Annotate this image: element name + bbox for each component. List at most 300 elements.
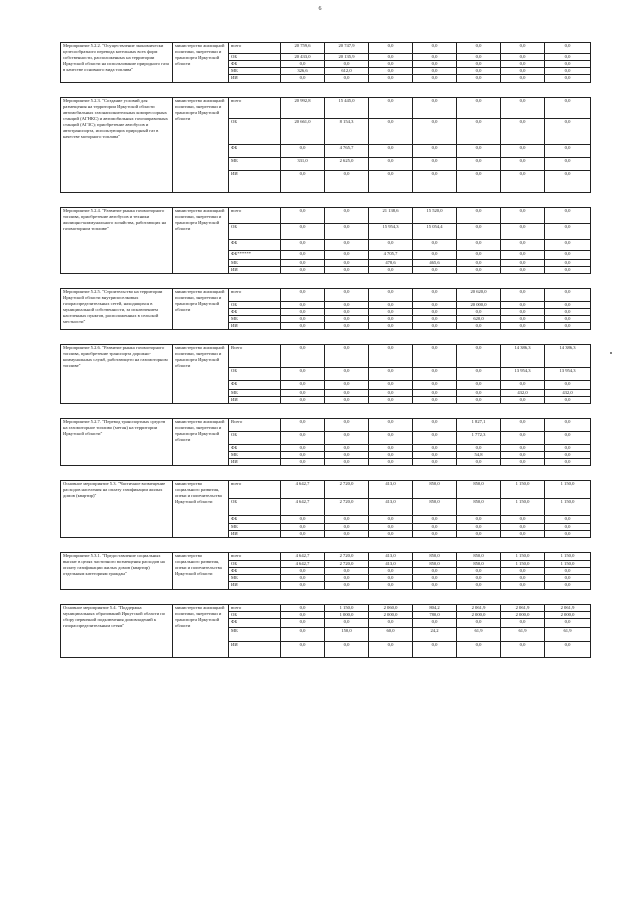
table-row	[61, 552, 591, 560]
spacer-cell	[545, 537, 591, 552]
amount-cell: 0,0	[369, 515, 413, 523]
amount-cell: 0,0	[545, 61, 591, 68]
spacer-cell	[325, 465, 369, 480]
spacer-cell	[173, 465, 229, 480]
amount-cell: 0,0	[457, 396, 501, 403]
spacer-cell	[501, 329, 545, 344]
amount-cell: 413,0	[369, 552, 413, 560]
amount-cell: 0,0	[325, 458, 369, 465]
amount-cell: 0,0	[281, 145, 325, 158]
spacer-cell	[173, 273, 229, 288]
amount-cell: 0,0	[413, 315, 457, 322]
spacer-cell	[61, 273, 173, 288]
spacer-cell	[545, 193, 591, 208]
amount-cell: 0,0	[413, 119, 457, 145]
amount-cell: 0,0	[325, 380, 369, 389]
amount-cell: 13 954,3	[545, 367, 591, 380]
amount-cell: 0,0	[413, 418, 457, 431]
amount-cell: 15 054,4	[413, 224, 457, 240]
spacer-cell	[61, 537, 173, 552]
spacer-cell	[61, 329, 173, 344]
amount-cell: 0,0	[545, 224, 591, 240]
table-row	[61, 480, 591, 498]
amount-cell: 0,0	[545, 266, 591, 273]
amount-cell: 0,0	[369, 581, 413, 589]
amount-cell: 0,0	[325, 530, 369, 537]
spacer-cell	[457, 329, 501, 344]
funding-source: всего	[229, 480, 281, 498]
amount-cell: 0,0	[457, 458, 501, 465]
amount-cell: 0,0	[325, 444, 369, 451]
spacer-cell	[325, 273, 369, 288]
amount-cell: 0,0	[281, 301, 325, 308]
amount-cell: 0,0	[413, 288, 457, 301]
amount-cell: 413,0	[369, 560, 413, 567]
amount-cell: 0,0	[325, 618, 369, 627]
amount-cell: 0,0	[281, 266, 325, 273]
funding-source: ФБ	[229, 567, 281, 574]
group-spacer	[61, 589, 591, 604]
amount-cell: 0,0	[501, 618, 545, 627]
page-number: 6	[318, 6, 322, 12]
spacer-cell	[229, 537, 281, 552]
amount-cell: 0,0	[457, 515, 501, 523]
spacer-cell	[413, 537, 457, 552]
amount-cell: 0,0	[413, 641, 457, 657]
table-row	[61, 418, 591, 431]
amount-cell: 0,0	[281, 574, 325, 581]
amount-cell: 0,0	[457, 641, 501, 657]
amount-cell: 0,0	[413, 515, 457, 523]
amount-cell: 0,0	[281, 344, 325, 367]
spacer-cell	[457, 193, 501, 208]
executor-name: министерство жилищной политики, энергетики и транспорта Иркутской области	[173, 98, 229, 193]
funding-source: МБ	[229, 574, 281, 581]
amount-cell: 0,0	[413, 68, 457, 75]
amount-cell: 0,0	[413, 158, 457, 171]
funding-source: Всего	[229, 344, 281, 367]
amount-cell: 0,0	[369, 389, 413, 396]
funding-source: всего	[229, 604, 281, 611]
amount-cell: 0,0	[281, 224, 325, 240]
amount-cell: 620,0	[457, 315, 501, 322]
spacer-cell	[545, 273, 591, 288]
spacer-cell	[229, 273, 281, 288]
amount-cell: 54,8	[457, 451, 501, 458]
spacer-cell	[369, 465, 413, 480]
amount-cell: 0,0	[369, 618, 413, 627]
amount-cell: 0,0	[457, 380, 501, 389]
amount-cell: 0,0	[369, 444, 413, 451]
group-spacer	[61, 83, 591, 98]
spacer-cell	[369, 403, 413, 418]
spacer-cell	[501, 589, 545, 604]
amount-cell: 0,0	[545, 288, 591, 301]
amount-cell: 0,0	[501, 158, 545, 171]
amount-cell: 0,0	[545, 530, 591, 537]
amount-cell: 0,0	[281, 260, 325, 267]
measure-name: Мероприятие 5.3.1. "Предоставление социальных выплат в целях частичного возмещения расходов на оплату газификации жилых домов (квартир) отдельным категориям граждан"	[61, 552, 173, 589]
spacer-cell	[229, 83, 281, 98]
amount-cell: 0,0	[281, 251, 325, 260]
amount-cell: 0,0	[369, 240, 413, 251]
amount-cell: 0,0	[545, 418, 591, 431]
amount-cell: 0,0	[501, 54, 545, 61]
funding-source: ИИ	[229, 530, 281, 537]
amount-cell: 0,0	[457, 75, 501, 83]
funding-source: МБ	[229, 260, 281, 267]
amount-cell: 0,0	[369, 574, 413, 581]
amount-cell: 0,0	[413, 75, 457, 83]
spacer-cell	[369, 83, 413, 98]
amount-cell: 0,0	[281, 431, 325, 444]
amount-cell: 0,0	[457, 344, 501, 367]
amount-cell: 0,0	[413, 301, 457, 308]
amount-cell: 0,0	[281, 288, 325, 301]
measure-name: Мероприятие 5.2.3. "Создание условий для размещения на территории Иркутской области автомобильных газонаполнительных компрессорных станций (АГНКС) и автомобильных газозаправочных станций (АГЗС); приобретение автобусов и автотранспорта, использующих природный газ в качестве моторного топлива"	[61, 98, 173, 193]
amount-cell: 4 642,7	[281, 552, 325, 560]
amount-cell: 0,0	[545, 581, 591, 589]
table-row	[61, 604, 591, 611]
amount-cell: 0,0	[369, 75, 413, 83]
spacer-cell	[413, 193, 457, 208]
amount-cell: 0,0	[501, 322, 545, 329]
amount-cell: 0,0	[545, 322, 591, 329]
spacer-cell	[325, 537, 369, 552]
amount-cell: 0,0	[369, 54, 413, 61]
funding-source: ФБ	[229, 308, 281, 315]
amount-cell: 0,0	[501, 574, 545, 581]
spacer-cell	[173, 329, 229, 344]
amount-cell: 850,0	[413, 560, 457, 567]
amount-cell: 0,0	[413, 458, 457, 465]
amount-cell: 0,0	[325, 567, 369, 574]
amount-cell: 0,0	[413, 431, 457, 444]
spacer-cell	[325, 589, 369, 604]
amount-cell: 15 445,0	[325, 98, 369, 119]
spacer-cell	[501, 273, 545, 288]
amount-cell: 0,0	[325, 396, 369, 403]
funding-source: ОБ	[229, 611, 281, 618]
spacer-cell	[501, 465, 545, 480]
amount-cell: 0,0	[501, 380, 545, 389]
amount-cell: 0,0	[501, 145, 545, 158]
table-row	[61, 208, 591, 224]
amount-cell: 0,0	[369, 367, 413, 380]
spacer-cell	[281, 403, 325, 418]
table-row	[61, 288, 591, 301]
amount-cell: 0,0	[325, 224, 369, 240]
amount-cell: 0,0	[413, 389, 457, 396]
amount-cell: 0,0	[501, 581, 545, 589]
amount-cell: 0,0	[413, 43, 457, 54]
table-row	[61, 98, 591, 119]
amount-cell: 0,0	[457, 145, 501, 158]
amount-cell: 0,0	[501, 98, 545, 119]
spacer-cell	[413, 465, 457, 480]
amount-cell: 0,0	[545, 208, 591, 224]
amount-cell: 0,0	[545, 567, 591, 574]
amount-cell: 850,0	[457, 480, 501, 498]
amount-cell: 0,0	[281, 380, 325, 389]
spacer-cell	[369, 193, 413, 208]
amount-cell: 0,0	[325, 301, 369, 308]
amount-cell: 0,0	[369, 288, 413, 301]
amount-cell: 0,0	[457, 54, 501, 61]
amount-cell: 0,0	[369, 567, 413, 574]
amount-cell: 0,0	[501, 396, 545, 403]
spacer-cell	[173, 193, 229, 208]
amount-cell: 0,0	[501, 315, 545, 322]
amount-cell: 2 061,9	[545, 604, 591, 611]
amount-cell: 0,0	[545, 574, 591, 581]
spacer-cell	[281, 83, 325, 98]
amount-cell: 0,0	[457, 208, 501, 224]
funding-source: МБ	[229, 315, 281, 322]
amount-cell: 2 000,0	[457, 611, 501, 618]
amount-cell: 0,0	[545, 618, 591, 627]
amount-cell: 0,0	[281, 396, 325, 403]
amount-cell: 0,0	[457, 367, 501, 380]
funding-source: всего	[229, 552, 281, 560]
amount-cell: 0,0	[457, 61, 501, 68]
amount-cell: 0,0	[501, 251, 545, 260]
amount-cell: 2 720,0	[325, 552, 369, 560]
amount-cell: 1 150,0	[501, 552, 545, 560]
amount-cell: 20 759,6	[281, 43, 325, 54]
amount-cell: 0,0	[545, 315, 591, 322]
measure-name: Мероприятие 5.2.7. "Перевод транспортных средств на газомоторное топливо (метан) на территории Иркутской области"	[61, 418, 173, 465]
amount-cell: 0,0	[501, 567, 545, 574]
amount-cell: 850,0	[457, 552, 501, 560]
amount-cell: 4 705,7	[369, 251, 413, 260]
executor-name: министерство жилищной политики, энергетики и транспорта Иркутской области	[173, 288, 229, 329]
amount-cell: 0,0	[281, 611, 325, 618]
spacer-cell	[173, 589, 229, 604]
funding-source: ОБ	[229, 431, 281, 444]
amount-cell: 20 000,0	[457, 301, 501, 308]
amount-cell: 0,0	[545, 98, 591, 119]
spacer-cell	[457, 537, 501, 552]
amount-cell: 0,0	[325, 418, 369, 431]
spacer-cell	[369, 537, 413, 552]
funding-source: ОБ	[229, 367, 281, 380]
amount-cell: 20 661,0	[281, 119, 325, 145]
amount-cell: 0,0	[413, 171, 457, 193]
spacer-cell	[173, 537, 229, 552]
amount-cell: 465,6	[413, 260, 457, 267]
amount-cell: 0,0	[545, 240, 591, 251]
amount-cell: 2 000,0	[369, 611, 413, 618]
spacer-cell	[501, 83, 545, 98]
amount-cell: 20 135,9	[325, 54, 369, 61]
amount-cell: 0,0	[369, 451, 413, 458]
amount-cell: 0,0	[413, 145, 457, 158]
spacer-cell	[413, 403, 457, 418]
amount-cell: 478,6	[369, 260, 413, 267]
amount-cell: 0,0	[325, 75, 369, 83]
amount-cell: 1 150,0	[545, 498, 591, 515]
amount-cell: 0,0	[281, 451, 325, 458]
amount-cell: 20 433,0	[281, 54, 325, 61]
amount-cell: 850,0	[413, 552, 457, 560]
amount-cell: 0,0	[369, 301, 413, 308]
amount-cell: 413,0	[369, 498, 413, 515]
amount-cell: 0,0	[281, 567, 325, 574]
amount-cell: 0,0	[325, 61, 369, 68]
spacer-cell	[281, 537, 325, 552]
amount-cell: 0,0	[457, 618, 501, 627]
amount-cell: 0,0	[369, 322, 413, 329]
amount-cell: 0,0	[413, 574, 457, 581]
funding-source: МБ	[229, 158, 281, 171]
amount-cell: 20 992,8	[281, 98, 325, 119]
amount-cell: 0,0	[413, 251, 457, 260]
group-spacer	[61, 273, 591, 288]
amount-cell: 0,0	[369, 43, 413, 54]
amount-cell: 0,0	[501, 418, 545, 431]
amount-cell: 0,0	[369, 158, 413, 171]
funding-source: всего	[229, 43, 281, 54]
amount-cell: 0,0	[413, 266, 457, 273]
amount-cell: 0,0	[281, 389, 325, 396]
amount-cell: 0,0	[325, 581, 369, 589]
spacer-cell	[325, 83, 369, 98]
amount-cell: 0,0	[325, 240, 369, 251]
amount-cell: 2 000,0	[545, 611, 591, 618]
funding-source: ОБ	[229, 119, 281, 145]
amount-cell: 0,0	[281, 641, 325, 657]
amount-cell: 850,0	[413, 498, 457, 515]
spacer-cell	[413, 589, 457, 604]
funding-source: МБ	[229, 389, 281, 396]
amount-cell: 0,0	[545, 75, 591, 83]
funding-source: МБ	[229, 627, 281, 641]
amount-cell: 0,0	[369, 431, 413, 444]
executor-name: министерство жилищной политики, энергетики и транспорта Иркутской области	[173, 43, 229, 83]
funding-source: ФБ	[229, 515, 281, 523]
spacer-cell	[229, 329, 281, 344]
amount-cell: 61,9	[457, 627, 501, 641]
amount-cell: 150,0	[325, 627, 369, 641]
amount-cell: 0,0	[281, 208, 325, 224]
funding-source: ОБ	[229, 54, 281, 61]
amount-cell: 0,0	[325, 641, 369, 657]
amount-cell: 0,0	[281, 444, 325, 451]
amount-cell: 0,0	[369, 308, 413, 315]
amount-cell: 0,0	[545, 145, 591, 158]
funding-source: ИИ	[229, 171, 281, 193]
spacer-cell	[229, 589, 281, 604]
measure-name: Основное мероприятие 5.4. "Поддержка муниципальных образований Иркутской области по сбору первичной подключения домовладений к газораспределительным сетям"	[61, 604, 173, 657]
amount-cell: 61,9	[501, 627, 545, 641]
amount-cell: 0,0	[325, 260, 369, 267]
executor-name: министерство жилищной политики, энергетики и транспорта Иркутской области	[173, 208, 229, 274]
spacer-cell	[457, 83, 501, 98]
amount-cell: 0,0	[413, 396, 457, 403]
amount-cell: 850,0	[457, 560, 501, 567]
amount-cell: 0,0	[281, 61, 325, 68]
amount-cell: 0,0	[413, 567, 457, 574]
measure-name: Мероприятие 5.2.4. "Развитие рынка газомоторного топлива, приобретение автобусов и техники жилищно-коммунального хозяйства, работающих на газомоторном топливе"	[61, 208, 173, 274]
amount-cell: 0,0	[545, 301, 591, 308]
amount-cell: 0,0	[457, 158, 501, 171]
amount-cell: 326,6	[281, 68, 325, 75]
spacer-cell	[413, 273, 457, 288]
amount-cell: 0,0	[501, 208, 545, 224]
amount-cell: 0,0	[413, 308, 457, 315]
amount-cell: 4 642,7	[281, 498, 325, 515]
amount-cell: 4 642,7	[281, 480, 325, 498]
amount-cell: 24,2	[413, 627, 457, 641]
spacer-cell	[61, 83, 173, 98]
amount-cell: 0,0	[457, 68, 501, 75]
funding-source: ИИ	[229, 458, 281, 465]
amount-cell: 0,0	[413, 451, 457, 458]
amount-cell: 432,0	[545, 389, 591, 396]
funding-source: ФБ	[229, 240, 281, 251]
funding-source: ОБ	[229, 498, 281, 515]
amount-cell: 21 138,6	[369, 208, 413, 224]
spacer-cell	[229, 465, 281, 480]
amount-cell: 0,0	[413, 367, 457, 380]
amount-cell: 0,0	[501, 451, 545, 458]
scan-speck	[610, 352, 612, 354]
funding-source: всего	[229, 208, 281, 224]
amount-cell: 20 620,0	[457, 288, 501, 301]
amount-cell: 0,0	[545, 119, 591, 145]
amount-cell: 0,0	[545, 396, 591, 403]
amount-cell: 0,0	[281, 315, 325, 322]
amount-cell: 60,0	[369, 627, 413, 641]
amount-cell: 0,0	[501, 266, 545, 273]
amount-cell: 0,0	[501, 119, 545, 145]
funding-source: ИИ	[229, 75, 281, 83]
funding-source: всего	[229, 98, 281, 119]
spacer-cell	[457, 589, 501, 604]
amount-cell: 0,0	[545, 54, 591, 61]
executor-name: министерство социального развития, опеки и попечительства Иркутской области	[173, 552, 229, 589]
funding-source: ФБ	[229, 61, 281, 68]
amount-cell: 1 150,0	[325, 604, 369, 611]
amount-cell: 0,0	[501, 68, 545, 75]
amount-cell: 0,0	[413, 61, 457, 68]
amount-cell: 0,0	[369, 98, 413, 119]
amount-cell: 0,0	[413, 618, 457, 627]
amount-cell: 0,0	[501, 530, 545, 537]
amount-cell: 4 642,7	[281, 560, 325, 567]
amount-cell: 0,0	[501, 458, 545, 465]
amount-cell: 0,0	[325, 251, 369, 260]
funding-source: ФБ	[229, 618, 281, 627]
funding-source: МБ	[229, 523, 281, 530]
amount-cell: 2 060,0	[369, 604, 413, 611]
amount-cell: 0,0	[325, 523, 369, 530]
amount-cell: 0,0	[457, 322, 501, 329]
amount-cell: 0,0	[457, 444, 501, 451]
amount-cell: 0,0	[325, 171, 369, 193]
amount-cell: 0,0	[545, 444, 591, 451]
amount-cell: 0,0	[545, 260, 591, 267]
amount-cell: 0,0	[325, 389, 369, 396]
amount-cell: 0,0	[501, 61, 545, 68]
funding-source: Всего	[229, 418, 281, 431]
amount-cell: 0,0	[501, 260, 545, 267]
amount-cell: 0,0	[457, 251, 501, 260]
amount-cell: 0,0	[281, 530, 325, 537]
spacer-cell	[173, 83, 229, 98]
amount-cell: 0,0	[457, 240, 501, 251]
